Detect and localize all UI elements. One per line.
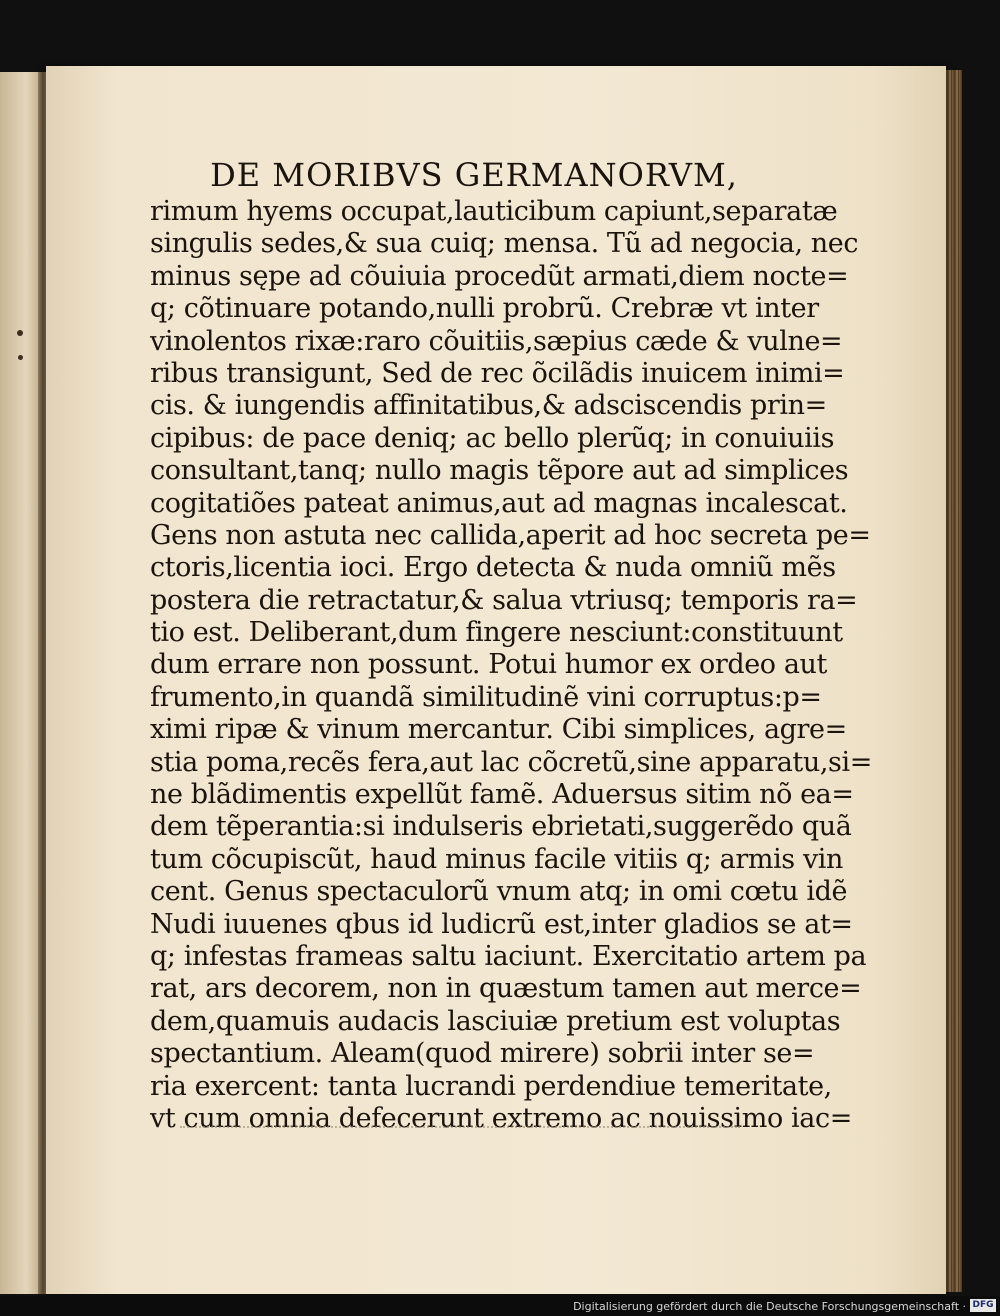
text-line: consultant,tanq; nullo magis tẽpore aut ad simplices <box>150 455 849 487</box>
paper-spot <box>18 355 23 360</box>
text-line: dem tẽperantia:si indulseris ebrietati,suggerẽdo quã <box>150 811 852 843</box>
page-text <box>104 90 872 1135</box>
text-lines <box>104 196 872 1135</box>
text-line: spectantium. Aleam(quod mirere) sobrii inter se= <box>150 1038 815 1070</box>
text-line: ribus transigunt, Sed de rec õcilãdis inuicem inimi= <box>150 357 845 389</box>
running-head: DE MORIBVS GERMANORVM, <box>210 156 738 194</box>
text-line: vt cum omnia defecerunt extremo ac nouissimo iac= <box>150 1102 852 1134</box>
text-line: tum cõcupiscũt, haud minus facile vitiis q; armis vin <box>150 843 844 875</box>
text-line: vinolentos rixæ:raro cõuitiis,sæpius cæde & vulne= <box>150 325 843 357</box>
text-line: rat, ars decorem, non in quæstum tamen aut merce= <box>150 973 862 1005</box>
text-line: postera die retractatur,& salua vtriusq; temporis ra= <box>150 584 858 616</box>
text-line: dum errare non possunt. Potui humor ex ordeo aut <box>150 649 827 681</box>
text-line: frumento,in quandã similitudinẽ vini corruptus:p= <box>150 681 822 713</box>
text-line: tio est. Deliberant,dum fingere nesciunt:constituunt <box>150 617 843 649</box>
bottom-print-specks <box>180 1124 740 1128</box>
text-line: ctoris,licentia ioci. Ergo detecta & nuda omniũ mẽs <box>150 552 836 584</box>
funding-credit: Digitalisierung gefördert durch die Deutsche Forschungsgemeinschaft · <box>573 1300 966 1313</box>
dfg-logo-icon: DFG <box>970 1299 996 1312</box>
text-line: cogitatiões pateat animus,aut ad magnas incalescat. <box>150 487 848 519</box>
text-line: ximi ripæ & vinum mercantur. Cibi simplices, agre= <box>150 714 847 746</box>
text-line: q; infestas frameas saltu iaciunt. Exercitatio artem pa <box>150 940 867 972</box>
text-line: cent. Genus spectaculorũ vnum atq; in omi cœtu idẽ <box>150 876 848 908</box>
text-line: singulis sedes,& sua cuiq; mensa. Tũ ad negocia, nec <box>150 228 859 260</box>
text-line: ne blãdimentis expellũt famẽ. Aduersus sitim nõ ea= <box>150 779 854 811</box>
text-line: q; cõtinuare potando,nulli probrũ. Crebræ vt inter <box>150 293 819 325</box>
text-line: stia poma,recẽs fera,aut lac cõcretũ,sine apparatu,si= <box>150 746 872 778</box>
text-line: ria exercent: tanta lucrandi perdendiue temeritate, <box>150 1070 832 1102</box>
text-line: rimum hyems occupat,lauticibum capiunt,separatæ <box>150 196 838 227</box>
text-line: Nudi iuuenes qbus id ludicrũ est,inter gladios se at= <box>150 908 853 940</box>
text-line: cis. & iungendis affinitatibus,& adsciscendis prin= <box>150 390 827 422</box>
text-line: minus sępe ad cõuiuia procedũt armati,diem nocte= <box>150 260 849 292</box>
text-line: Gens non astuta nec callida,aperit ad hoc secreta pe= <box>150 519 871 551</box>
text-line: dem,quamuis audacis lasciuiæ pretium est voluptas <box>150 1005 841 1037</box>
paper-spot <box>17 330 23 336</box>
text-line: cipibus: de pace deniq; ac bello plerũq; in conuiuiis <box>150 422 835 454</box>
